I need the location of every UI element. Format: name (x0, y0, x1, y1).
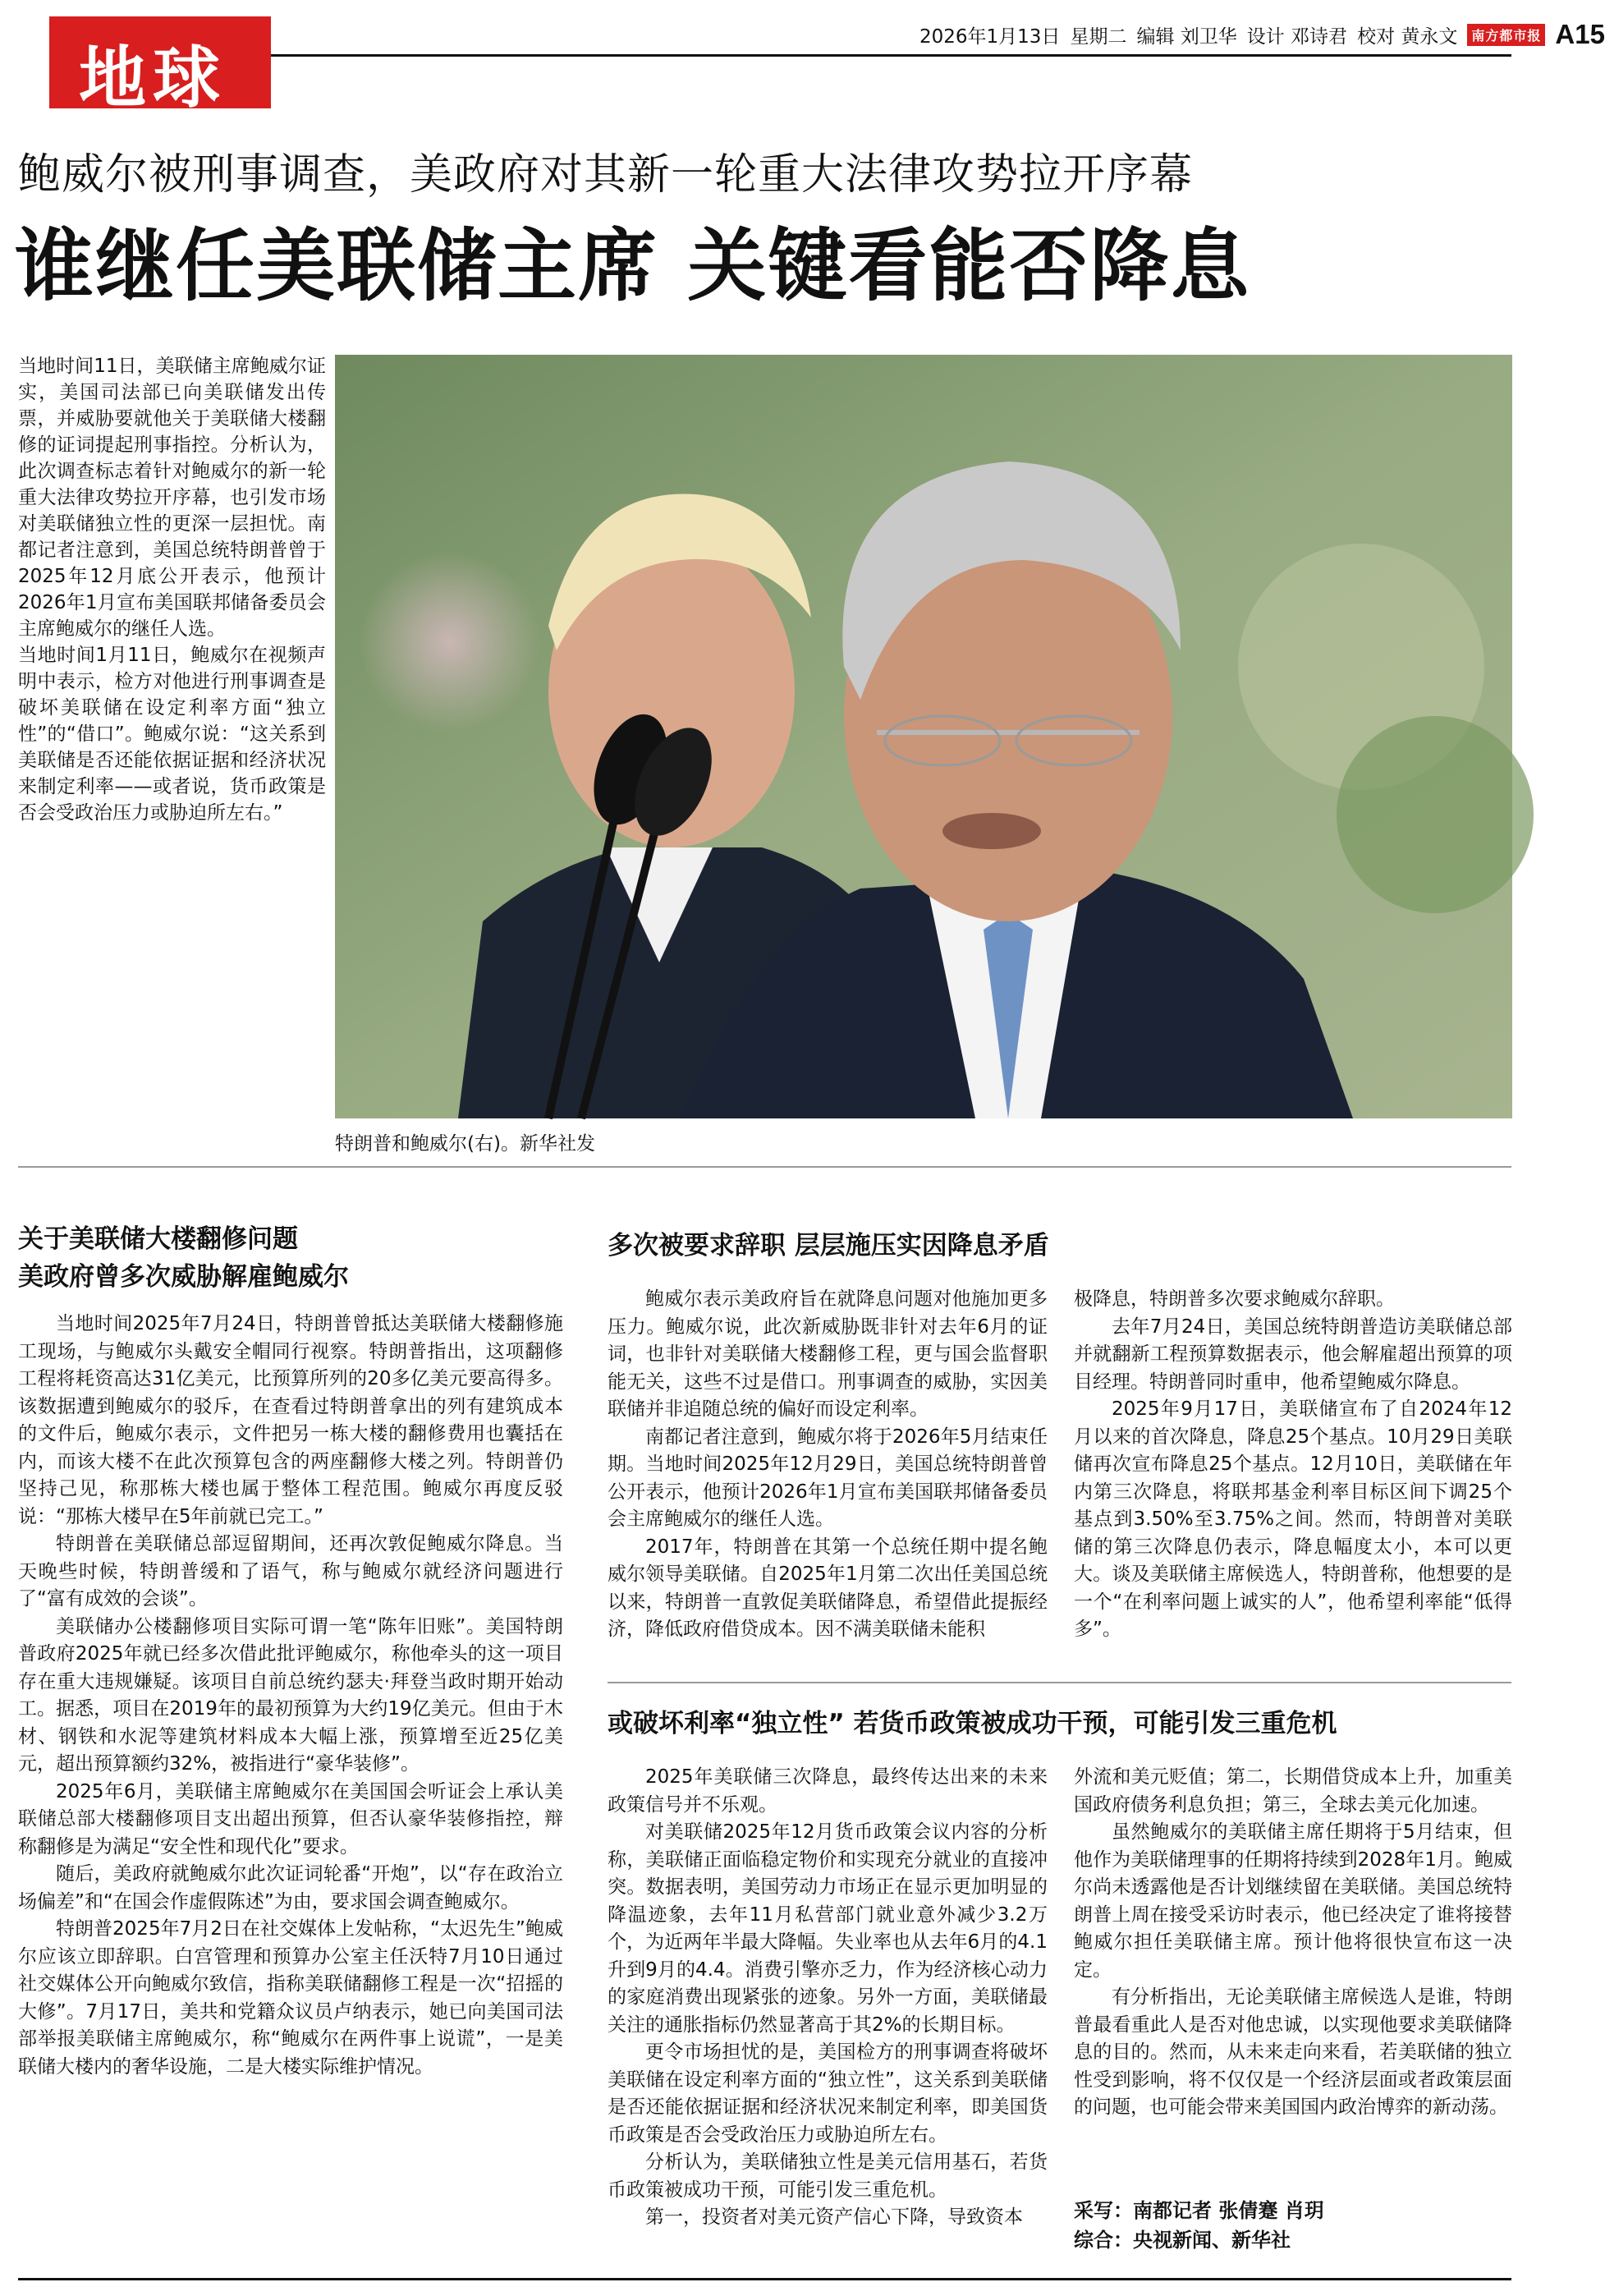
lead-column (18, 353, 326, 826)
page-meta (919, 18, 1605, 51)
body-paragraph: 随后，美政府就鲍威尔此次证词轮番“开炮”，以“存在政治立场偏差”和“在国会作虚假陈述”为由，要求国会调查鲍威尔。 (18, 1863, 563, 1913)
lead-paragraph: 当地时间1月11日，鲍威尔在视频声明中表示，检方对他进行刑事调查是破坏美联储在设定利率方面“独立性”的“借口”。鲍威尔说：“这关系到美联储是否还能依据证据和经济状况来制定利率——或者说，货币政策是否会受政治压力或胁迫所左右。” (18, 645, 326, 824)
section-tab (49, 16, 271, 117)
section3-column-b (1074, 1764, 1512, 2122)
body-paragraph: 有分析指出，无论美联储主席候选人是谁，特朗普最看重此人是否对他忠诚，以实现他要求美联储降息的目的。然而，从未来走向来看，若美联储的独立性受到影响，将不仅仅是一个经济层面或者政策层面的问题，也可能会带来美国国内政治博弈的新动荡。 (1074, 1986, 1512, 2118)
section2-column-b (1074, 1286, 1512, 1644)
editor-credit: 编辑 刘卫华 (1136, 25, 1237, 48)
body-paragraph: 南都记者注意到，鲍威尔将于2026年5月结束任期。当地时间2025年12月29日，美国总统特朗普曾公开表示，他预计2026年1月宣布美国联邦储备委员会主席鲍威尔的继任人选。 (608, 1426, 1048, 1530)
body-paragraph: 2017年，特朗普在其第一个总统任期中提名鲍威尔领导美联储。自2025年1月第二次出任美国总统以来，特朗普一直敦促美联储降息，希望借此提振经济，降低政府借贷成本。因不满美联储未能积 (608, 1536, 1048, 1640)
body-paragraph-continued: 极降息，特朗普多次要求鲍威尔辞职。 (1074, 1288, 1395, 1310)
body-paragraph: 鲍威尔表示美政府旨在就降息问题对他施加更多压力。鲍威尔说，此次新威胁既非针对去年6月的证词，也非针对美联储大楼翻修工程，更与国会监督职能无关，这些不过是借口。刑事调查的威胁，实因美联储并非追随总统的偏好而设定利率。 (608, 1288, 1048, 1420)
lead-paragraph: 当地时间11日，美联储主席鲍威尔证实，美国司法部已向美联储发出传票，并威胁要就他关于美联储大楼翻修的证词提起刑事指控。分析认为，此次调查标志着针对鲍威尔的新一轮重大法律攻势拉开序幕，也引发市场对美联储独立性的更深一层担忧。南都记者注意到，美国总统特朗普曾于2025年12月底公开表示，他预计2026年1月宣布美国联邦储备委员会主席鲍威尔的继任人选。 (18, 356, 326, 640)
photo-illustration (335, 355, 1512, 1118)
section2-title: 多次被要求辞职 层层施压实因降息矛盾 (608, 1231, 1049, 1261)
body-paragraph: 更令市场担忧的是，美国检方的刑事调查将破坏美联储在设定利率方面的“独立性”，这关系到美联储是否还能依据证据和经济状况来制定利率，即美国货币政策是否会受政治压力或胁迫所左右。 (608, 2041, 1048, 2146)
photo-caption: 特朗普和鲍威尔(右)。新华社发 (335, 1133, 595, 1155)
body-paragraph: 分析认为，美联储独立性是美元信用基石，若货币政策被成功干预，可能引发三重危机。 (608, 2151, 1048, 2201)
body-paragraph: 第一，投资者对美元资产信心下降，导致资本 (645, 2206, 1023, 2228)
section1-title-line2: 美政府曾多次威胁解雇鲍威尔 (18, 1262, 349, 1292)
body-paragraph: 2025年美联储三次降息，最终传达出来的未来政策信号并不乐观。 (608, 1766, 1048, 1816)
byline-sources: 综合：央视新闻、新华社 (1074, 2229, 1291, 2252)
news-photo (335, 355, 1512, 1118)
header-rule (271, 54, 1511, 57)
body-paragraph: 当地时间2025年7月24日，特朗普曾抵达美联储大楼翻修施工现场，与鲍威尔头戴安全帽同行视察。特朗普指出，这项翻修工程将耗资高达31亿美元，比预算所列的20多亿美元要高得多。该数据遭到鲍威尔的驳斥，在查看过特朗普拿出的列有建筑成本的文件后，鲍威尔表示，文件把另一栋大楼的翻修费用也囊括在内，而该大楼不在此次预算包含的两座翻修大楼之列。特朗普仍坚持己见，称那栋大楼也属于整体工程范围。鲍威尔再度反驳说：“那栋大楼早在5年前就已完工。” (18, 1313, 563, 1527)
body-paragraph: 虽然鲍威尔的美联储主席任期将于5月结束，但他作为美联储理事的任期将持续到2028年1月。鲍威尔尚未透露他是否计划继续留在美联储。美国总统特朗普上周在接受采访时表示，他已经决定了谁将接替鲍威尔担任美联储主席。预计他将很快宣布这一决定。 (1074, 1821, 1512, 1981)
section1-body (18, 1311, 563, 2081)
designer-credit: 设计 邓诗君 (1246, 25, 1348, 48)
section2-column-a (608, 1286, 1048, 1644)
body-paragraph: 去年7月24日，美国总统特朗普造访美联储总部并就翻新工程预算数据表示，他会解雇超出预算的项目经理。特朗普同时重申，他希望鲍威尔降息。 (1074, 1316, 1512, 1393)
section1-title (18, 1220, 349, 1296)
proofreader-credit: 校对 黄永文 (1357, 25, 1458, 48)
body-paragraph: 特朗普2025年7月2日在社交媒体上发帖称，“太迟先生”鲍威尔应该立即辞职。白宫管理和预算办公室主任沃特7月10日通过社交媒体公开向鲍威尔致信，指称美联储翻修工程是一次“招摇的大修”。7月17日，美共和党籍众议员卢纳表示，她已向美国司法部举报美联储主席鲍威尔，称“鲍威尔在两件事上说谎”，一是美联储大楼内的奢华设施，二是大楼实际维护情况。 (18, 1918, 563, 2078)
section-label: 地球 (79, 39, 227, 117)
issue-date: 2026年1月13日 (919, 25, 1061, 48)
page-number: A15 (1555, 19, 1605, 49)
body-paragraph: 对美联储2025年12月货币政策会议内容的分析称，美联储正面临稳定物价和实现充分就业的直接冲突。数据表明，美国劳动力市场正在显示更加明显的降温迹象，去年11月私营部门就业意外减少3.2万个，为近两年半最大降幅。失业率也从去年6月的4.1升到9月的4.4。消费引擎亦乏力，作为经济核心动力的家庭消费出现紧张的迹象。另外一方面，美联储最关注的通胀指标仍然显著高于其2%的长期目标。 (608, 1821, 1048, 2036)
section3-column-a (608, 1764, 1048, 2232)
bottom-rule (18, 2278, 1511, 2280)
kicker-headline: 鲍威尔被刑事调查，美政府对其新一轮重大法律攻势拉开序幕 (18, 150, 1194, 200)
body-paragraph: 美联储办公楼翻修项目实际可谓一笔“陈年旧账”。美国特朗普政府2025年就已经多次借此批评鲍威尔，称他牵头的这一项目存在重大违规嫌疑。该项目自前总统约瑟夫·拜登当政时期开始动工。据悉，项目在2019年的最初预算为大约19亿美元。但由于木材、钢铁和水泥等建筑材料成本大幅上涨，预算增至近25亿美元，超出预算额约32%，被指进行“豪华装修”。 (18, 1615, 563, 1775)
body-paragraph-continued: 外流和美元贬值；第二，长期借贷成本上升，加重美国政府债务利息负担；第三，全球去美元化加速。 (1074, 1766, 1512, 1816)
body-paragraph: 2025年6月，美联储主席鲍威尔在美国国会听证会上承认美联储总部大楼翻修项目支出超出预算，但否认豪华装修指控，辩称翻修是为满足“安全性和现代化”要求。 (18, 1780, 563, 1857)
byline-reporters: 采写：南都记者 张倩蹇 肖玥 (1074, 2199, 1324, 2222)
body-paragraph: 特朗普在美联储总部逗留期间，还再次敦促鲍威尔降息。当天晚些时候，特朗普缓和了语气，称与鲍威尔就经济问题进行了“富有成效的会谈”。 (18, 1533, 563, 1609)
section-divider (608, 1682, 1511, 1683)
section3-title: 或破坏利率“独立性” 若货币政策被成功干预，可能引发三重危机 (608, 1709, 1337, 1738)
main-headline: 谁继任美联储主席 关键看能否降息 (15, 220, 1251, 312)
issue-weekday: 星期二 (1070, 25, 1127, 48)
section-divider (18, 1166, 1511, 1168)
section1-title-line1: 关于美联储大楼翻修问题 (18, 1224, 298, 1254)
body-paragraph: 2025年9月17日，美联储宣布了自2024年12月以来的首次降息，降息25个基点。10月29日美联储再次宣布降息25个基点。12月10日，美联储在年内第三次降息，将联邦基金利率目标区间下调25个基点到3.50%至3.75%之间。然而，特朗普对美联储的第三次降息仍表示，降息幅度太小，本可以更大。谈及美联储主席候选人，特朗普称，他想要的是一个“在利率问题上诚实的人”，他希望利率能“低得多”。 (1074, 1398, 1512, 1640)
newspaper-logo: 南方都市报 (1467, 24, 1545, 46)
byline (1074, 2196, 1324, 2255)
